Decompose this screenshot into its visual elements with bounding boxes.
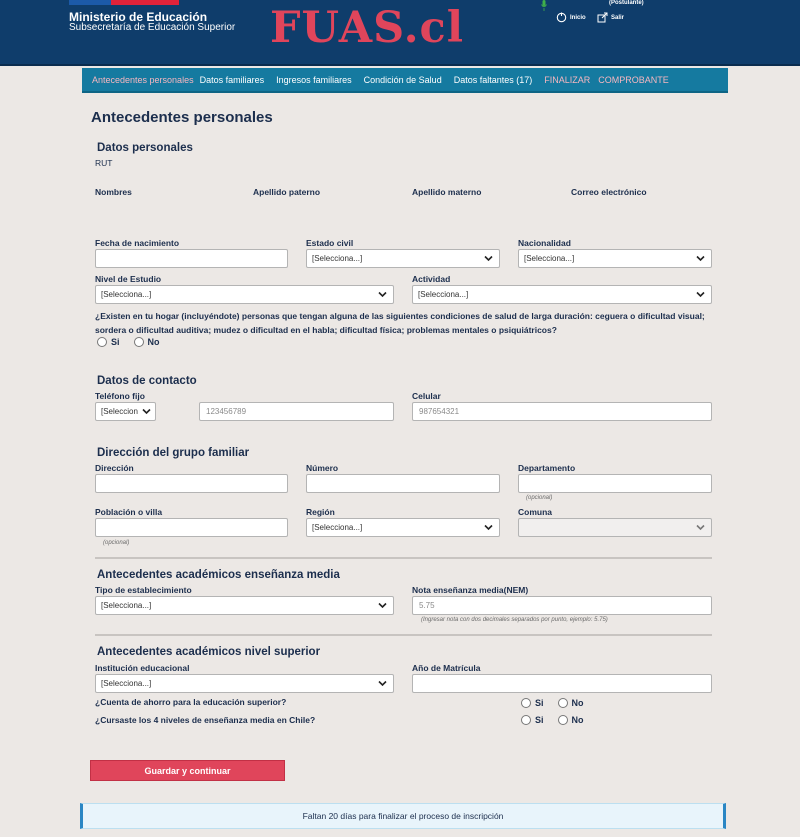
- chevron-down-icon: [484, 255, 493, 262]
- step-navbar: [82, 68, 728, 93]
- actividad-value: [Selecciona...]: [418, 290, 469, 299]
- ahorro-no-option[interactable]: [558, 698, 584, 708]
- chevron-down-icon: [696, 524, 705, 531]
- departamento-label: Departamento: [518, 463, 576, 473]
- tab-antecedentes-personales[interactable]: Antecedentes personales: [92, 74, 194, 85]
- radio-button[interactable]: [558, 715, 568, 725]
- home-link[interactable]: [556, 12, 586, 23]
- tipo-establecimiento-value: [Selecciona...]: [101, 601, 152, 610]
- apellido-paterno-label: Apellido paterno: [253, 187, 321, 197]
- anio-matricula-input[interactable]: [412, 674, 712, 693]
- tab-datos-faltantes[interactable]: Datos faltantes (17): [453, 74, 533, 85]
- home-icon: [556, 12, 567, 23]
- section-ensenanza-media: Antecedentes académicos enseñanza media: [97, 569, 340, 581]
- institucion-select[interactable]: [95, 674, 394, 693]
- comuna-label: Comuna: [518, 507, 552, 517]
- chevron-down-icon: [378, 291, 387, 298]
- departamento-input[interactable]: [518, 474, 712, 493]
- departamento-optional-note: (opcional): [526, 495, 553, 501]
- institucion-value: [Selecciona...]: [101, 679, 152, 688]
- telefono-fijo-label: Teléfono fijo: [95, 391, 145, 401]
- region-label: Región: [306, 507, 335, 517]
- actividad-select[interactable]: [412, 285, 712, 304]
- chevron-down-icon: [378, 680, 387, 687]
- nivel-estudio-value: [Selecciona...]: [101, 290, 152, 299]
- chevron-down-icon: [484, 524, 493, 531]
- anio-matricula-label: Año de Matrícula: [412, 663, 481, 673]
- niveles-radio-group: [521, 715, 598, 725]
- radio-label: No: [147, 337, 160, 347]
- celular-input[interactable]: 987654321: [412, 402, 712, 421]
- microphone-icon[interactable]: [541, 0, 547, 11]
- salud-no-option[interactable]: [134, 337, 160, 347]
- salud-question: ¿Existen en tu hogar (incluyéndote) personas que tengan alguna de las siguientes condiciones de salud de larga duración: ceguera o dificultad visual; sordera o dificultad auditiva; mudez o dificultad en el habla; dificultad física; problemas mentales o psiquiátricos?: [95, 311, 705, 335]
- deadline-banner: Faltan 20 días para finalizar el proceso de inscripción: [80, 803, 726, 829]
- numero-input[interactable]: [306, 474, 500, 493]
- comuna-select[interactable]: [518, 518, 712, 537]
- radio-button[interactable]: [97, 337, 107, 347]
- direccion-input[interactable]: [95, 474, 288, 493]
- telefono-fijo-input[interactable]: 123456789: [199, 402, 394, 421]
- logout-icon: [597, 12, 608, 23]
- tipo-establecimiento-select[interactable]: [95, 596, 394, 615]
- home-label: Inicio: [570, 14, 586, 21]
- section-datos-personales: Datos personales: [97, 142, 193, 154]
- fecha-nacimiento-input[interactable]: [95, 249, 288, 268]
- ahorro-radio-group: [521, 698, 598, 708]
- radio-label: Si: [535, 698, 544, 708]
- radio-button[interactable]: [521, 715, 531, 725]
- telefono-code-value: [Seleccion: [101, 407, 138, 416]
- celular-label: Celular: [412, 391, 441, 401]
- correo-label: Correo electrónico: [571, 187, 647, 197]
- radio-button[interactable]: [558, 698, 568, 708]
- section-datos-contacto: Datos de contacto: [97, 375, 197, 387]
- region-select[interactable]: [306, 518, 500, 537]
- telefono-code-select[interactable]: [95, 402, 156, 421]
- nacionalidad-value: [Selecciona...]: [524, 254, 575, 263]
- chevron-down-icon: [142, 408, 151, 415]
- estado-civil-select[interactable]: [306, 249, 500, 268]
- section-nivel-superior: Antecedentes académicos nivel superior: [97, 646, 321, 658]
- poblacion-label: Población o villa: [95, 507, 163, 517]
- radio-button[interactable]: [521, 698, 531, 708]
- user-role-label: (Postulante): [609, 0, 644, 6]
- tab-condicion-salud[interactable]: Condición de Salud: [363, 74, 442, 85]
- tipo-establecimiento-label: Tipo de establecimiento: [95, 585, 192, 595]
- ministry-title: Ministerio de Educación: [69, 10, 208, 24]
- nem-help-note: (Ingresar nota con dos decimales separados por punto, ejemplo: 5.75): [421, 617, 608, 623]
- numero-label: Número: [306, 463, 339, 473]
- chevron-down-icon: [696, 291, 705, 298]
- chevron-down-icon: [696, 255, 705, 262]
- nombres-label: Nombres: [95, 187, 132, 197]
- section-direccion: Dirección del grupo familiar: [97, 447, 250, 459]
- radio-label: No: [571, 715, 584, 725]
- tab-ingresos-familiares[interactable]: Ingresos familiares: [276, 74, 352, 85]
- tab-finalizar[interactable]: FINALIZAR: [544, 74, 591, 85]
- site-header: [0, 0, 800, 66]
- radio-button[interactable]: [134, 337, 144, 347]
- tab-comprobante[interactable]: COMPROBANTE: [598, 74, 669, 85]
- section-divider: [95, 634, 712, 636]
- salud-si-option[interactable]: [97, 337, 120, 347]
- tab-datos-familiares[interactable]: Datos familiares: [199, 74, 265, 85]
- ahorro-si-option[interactable]: [521, 698, 544, 708]
- poblacion-optional-note: (opcional): [103, 540, 130, 546]
- radio-label: Si: [111, 337, 120, 347]
- nem-label: Nota enseñanza media(NEM): [412, 585, 529, 595]
- estado-civil-value: [Selecciona...]: [312, 254, 363, 263]
- nacionalidad-label: Nacionalidad: [518, 238, 571, 248]
- rut-label: RUT: [95, 158, 113, 168]
- niveles-no-option[interactable]: [558, 715, 584, 725]
- estado-civil-label: Estado civil: [306, 238, 354, 248]
- logout-link[interactable]: [597, 12, 624, 23]
- institucion-label: Institución educacional: [95, 663, 190, 673]
- ministry-subtitle: Subsecretaría de Educación Superior: [69, 22, 236, 33]
- nacionalidad-select[interactable]: [518, 249, 712, 268]
- ahorro-question: ¿Cuenta de ahorro para la educación superior?: [95, 697, 287, 707]
- save-continue-button[interactable]: Guardar y continuar: [90, 760, 285, 781]
- nivel-estudio-label: Nivel de Estudio: [95, 274, 162, 284]
- gov-flag-bar: [69, 0, 179, 5]
- fuas-logo[interactable]: FUAS.cl: [270, 3, 465, 53]
- actividad-label: Actividad: [412, 274, 451, 284]
- radio-label: No: [571, 698, 584, 708]
- salud-radio-group: [97, 337, 174, 347]
- radio-label: Si: [535, 715, 544, 725]
- region-value: [Selecciona...]: [312, 523, 363, 532]
- apellido-materno-label: Apellido materno: [412, 187, 482, 197]
- nem-input[interactable]: 5.75: [412, 596, 712, 615]
- direccion-label: Dirección: [95, 463, 134, 473]
- section-divider: [95, 557, 712, 559]
- nivel-estudio-select[interactable]: [95, 285, 394, 304]
- page-title: Antecedentes personales: [91, 109, 273, 126]
- fecha-nacimiento-label: Fecha de nacimiento: [95, 238, 180, 248]
- logout-label: Salir: [611, 14, 625, 21]
- niveles-question: ¿Cursaste los 4 niveles de enseñanza media en Chile?: [95, 715, 316, 725]
- poblacion-input[interactable]: [95, 518, 288, 537]
- niveles-si-option[interactable]: [521, 715, 544, 725]
- chevron-down-icon: [378, 602, 387, 609]
